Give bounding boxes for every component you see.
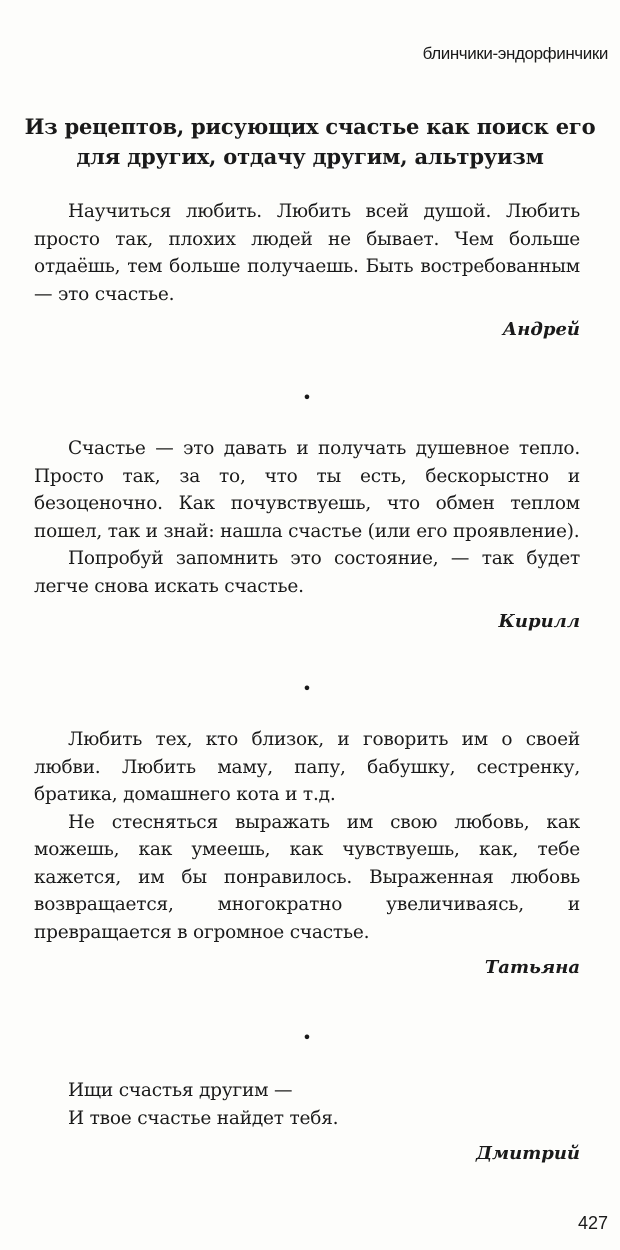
section-title-line-1: Из рецептов, рисующих счастье как поиск его [24,114,596,139]
entry-paragraph: Не стесняться выражать им свою любовь, как можешь, как умеешь, как чувствуешь, как, тебе кажется, им бы понравилось. Выраженная любовь возвращается, многократно увеличиваясь, и превращается в огромное счастье. [34,811,580,943]
entry-paragraph: Научиться любить. Любить всей душой. Любить просто так, плохих людей не бывает. Чем больше отдаёшь, тем больше получаешь. Быть востребованным — это счастье. [34,201,580,305]
poem-line: Ищи счастья другим — [68,1080,293,1101]
entry-paragraph: Любить тех, кто близок, и говорить им о своей любви. Любить маму, папу, бабушку, сестренку, братика, домашнего кота и т.д. [34,729,580,805]
entry-paragraph: Попробуй запомнить это состояние, — так будет легче снова искать счастье. [34,548,580,597]
entry-andrey [34,198,580,344]
entry-tatyana [34,726,580,982]
entry-dmitry [34,1077,580,1168]
entry-author: Кирилл [498,611,580,632]
running-head: блинчики-эндорфинчики [422,44,608,63]
poem-line: И твое счастье найдет тебя. [68,1107,339,1129]
bullet-separator: • [302,388,312,407]
entry-author: Дмитрий [475,1143,580,1164]
entry-author: Андрей [502,319,580,340]
entries-list [34,198,580,1168]
bullet-separator: • [302,679,312,698]
entry-kirill [34,435,580,636]
entry-paragraph: Счастье — это давать и получать душевное тепло. Просто так, за то, что ты есть, бескорыстно и безоценочно. Как почувствуешь, что обмен теплом пошел, так и знай: нашла счастье (или его проявление). [34,438,580,542]
bullet-separator: • [302,1028,312,1047]
entry-author: Татьяна [484,957,580,978]
page-number: 427 [577,1213,608,1233]
section-title-line-2: для других, отдачу другим, альтруизм [76,144,544,169]
section-title [0,112,620,172]
